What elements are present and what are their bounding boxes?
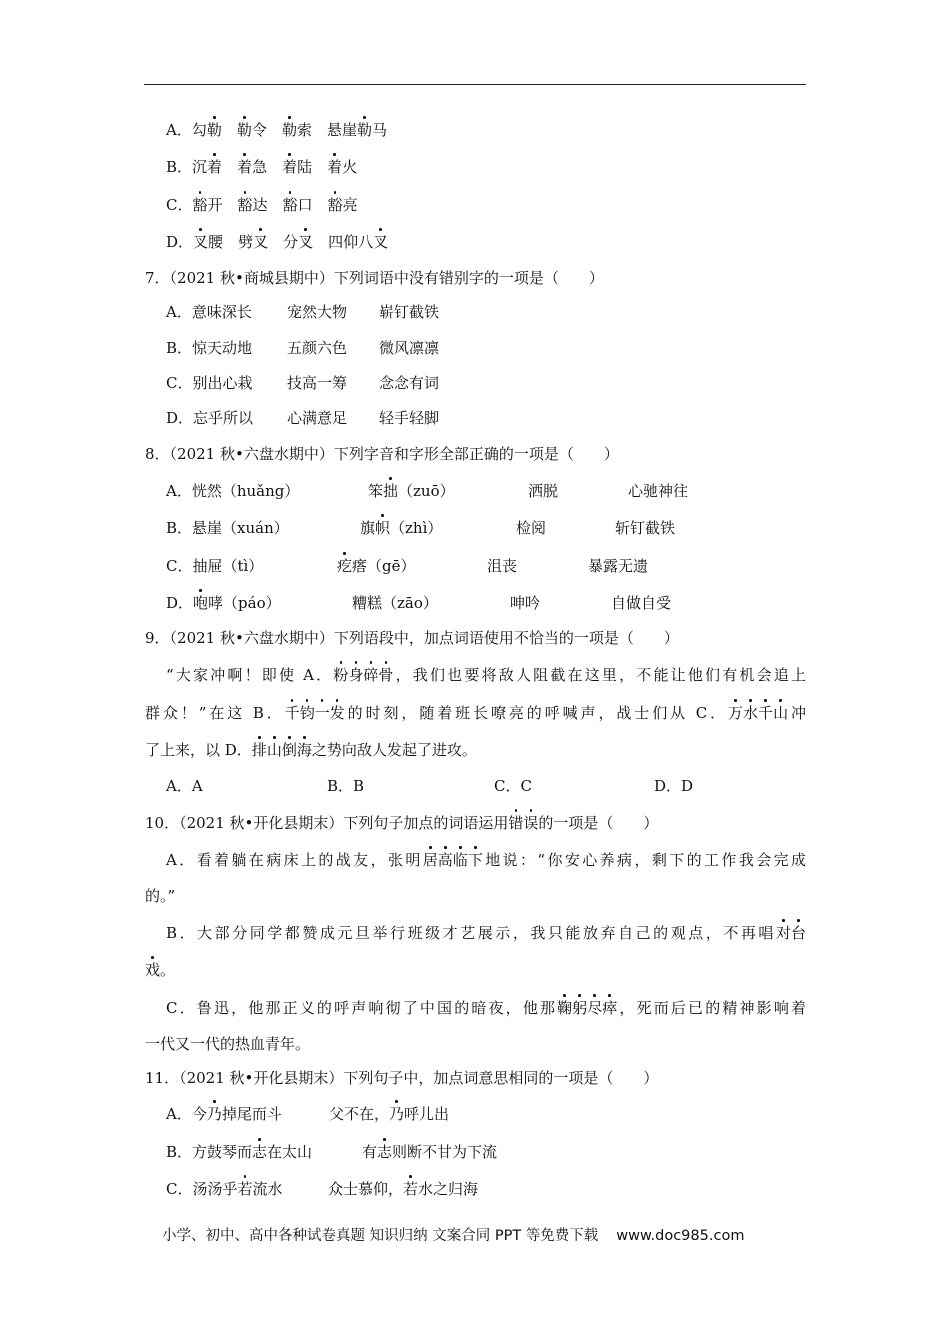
dotted-phrase [776, 924, 806, 942]
dotted-phrase [423, 851, 483, 869]
header-rule [144, 84, 806, 85]
dotted-char: 拙 [383, 482, 399, 500]
dotted-char: 帜 [375, 519, 391, 537]
dotted-char: 误 [523, 814, 539, 832]
dotted-char: 千 [284, 704, 300, 722]
dotted-phrase [252, 741, 312, 759]
q6-option-a: A．勾勒 勒令 勒索 悬崖勒马 [166, 121, 388, 139]
dotted-char: 乃 [389, 1105, 405, 1123]
dotted-char: 钧 [299, 704, 315, 722]
dotted-char: 高 [437, 851, 453, 869]
q9-passage-line-1: “大家冲啊！即使 A．粉身碎骨，我们也要将敌人阻截在这里，不能让他们有机会追上 [166, 666, 806, 684]
dotted-char: 戏 [145, 961, 161, 979]
dotted-phrase [557, 999, 617, 1017]
dotted-char: 骨 [378, 666, 394, 684]
dotted-phrase [333, 666, 393, 684]
dotted-char: 豁 [192, 196, 208, 214]
dotted-char: 水 [743, 704, 759, 722]
dotted-char: 倒 [281, 741, 297, 759]
dotted-char: 碎 [363, 666, 379, 684]
dotted-char: 山 [773, 704, 789, 722]
dotted-char: 下 [467, 851, 483, 869]
dotted-char: 台 [790, 924, 806, 942]
dotted-phrase [285, 704, 345, 722]
dotted-char: 对 [775, 924, 791, 942]
dotted-char: 豁 [237, 196, 253, 214]
dotted-char: 错 [508, 814, 524, 832]
dotted-char: 着 [327, 158, 343, 176]
dotted-char: 勒 [357, 121, 373, 139]
q10-stem: 10．（2021 秋•开化县期末）下列句子加点的词语运用错误的一项是（ ） [145, 814, 659, 832]
dotted-char: 着 [282, 158, 298, 176]
dotted-char: 叉 [253, 233, 269, 251]
dotted-char: 志 [252, 1143, 268, 1161]
dotted-char: 勒 [281, 121, 297, 139]
dotted-char: 着 [237, 158, 253, 176]
dotted-phrase [728, 704, 788, 722]
dotted-char: 粉 [333, 666, 349, 684]
dotted-phrase [145, 961, 160, 979]
dotted-char: 豁 [282, 196, 298, 214]
dotted-char: 躬 [572, 999, 588, 1017]
dotted-char: 海 [296, 741, 312, 759]
q9-passage-line-3: 了上来，以 D．排山倒海之势向敌人发起了进攻。 [145, 741, 477, 759]
q6-option-d: D．叉腰 劈叉 分叉 四仰八叉 [166, 233, 389, 251]
q6-option-c: C．豁开 豁达 豁口 豁亮 [166, 196, 358, 214]
q8-stem: 8．（2021 秋•六盘水期中）下列字音和字形全部正确的一项是（ ） [145, 445, 619, 463]
dotted-char: 若 [403, 1180, 419, 1198]
dotted-char: 身 [348, 666, 364, 684]
footer-text: 小学、初中、高中各种试卷真题 知识归纳 文案合同 PPT 等免费下载 [162, 1228, 599, 1244]
dotted-char: 鞠 [557, 999, 573, 1017]
q10-option-a-line-1: A．看着躺在病床上的战友，张明居高临下地说：“你安心养病，剩下的工作我会完成 [166, 851, 806, 869]
q10-option-b-line-2: 戏。 [145, 961, 176, 979]
q11-stem: 11．（2021 秋•开化县期末）下列句子中，加点词意思相同的一项是（ ） [145, 1069, 659, 1087]
q10-option-a-line-2: 的。” [145, 887, 176, 905]
dotted-char: 发 [329, 704, 345, 722]
dotted-char: 千 [758, 704, 774, 722]
dotted-char: 若 [237, 1180, 253, 1198]
dotted-char: 疙 [337, 557, 353, 575]
dotted-char: 乃 [206, 1105, 222, 1123]
page-footer [162, 1226, 744, 1246]
dotted-char: 居 [422, 851, 438, 869]
dotted-char: 尽 [587, 999, 603, 1017]
dotted-char: 临 [452, 851, 468, 869]
dotted-char: 着 [207, 158, 223, 176]
q10-option-b-line-1: B．大部分同学都赞成元旦举行班级才艺展示，我只能放弃自己的观点，不再唱对台 [166, 924, 806, 942]
dotted-char: 瘁 [602, 999, 618, 1017]
q9-stem: 9．（2021 秋•六盘水期中）下列语段中，加点词语使用不恰当的一项是（ ） [145, 629, 679, 647]
dotted-char: 山 [266, 741, 282, 759]
dotted-char: 万 [728, 704, 744, 722]
dotted-phrase [508, 814, 538, 832]
footer-url[interactable]: www.doc985.com [616, 1228, 745, 1244]
q10-option-c-line-1: C．鲁迅，他那正义的呼声响彻了中国的暗夜，他那鞠躬尽瘁，死而后已的精神影响着 [166, 999, 806, 1017]
q9-passage-line-2: 群众！”在这 B．千钧一发的时刻，随着班长嘹亮的呼喊声，战士们从 C．万水千山冲 [145, 704, 806, 722]
q7-stem: 7．（2021 秋•商城县期中）下列词语中没有错别字的一项是（ ） [145, 269, 604, 287]
dotted-char: 勒 [236, 121, 252, 139]
dotted-char: 志 [377, 1143, 393, 1161]
q6-option-b: B．沉着 着急 着陆 着火 [166, 158, 358, 176]
dotted-char: 叉 [373, 233, 389, 251]
dotted-char: 咆 [193, 594, 209, 612]
dotted-char: 一 [314, 704, 330, 722]
q10-option-c-line-2: 一代又一代的热血青年。 [145, 1035, 311, 1053]
dotted-char: 豁 [327, 196, 343, 214]
dotted-char: 叉 [193, 233, 209, 251]
dotted-char: 排 [251, 741, 267, 759]
dotted-char: 勒 [206, 121, 222, 139]
dotted-char: 叉 [298, 233, 314, 251]
